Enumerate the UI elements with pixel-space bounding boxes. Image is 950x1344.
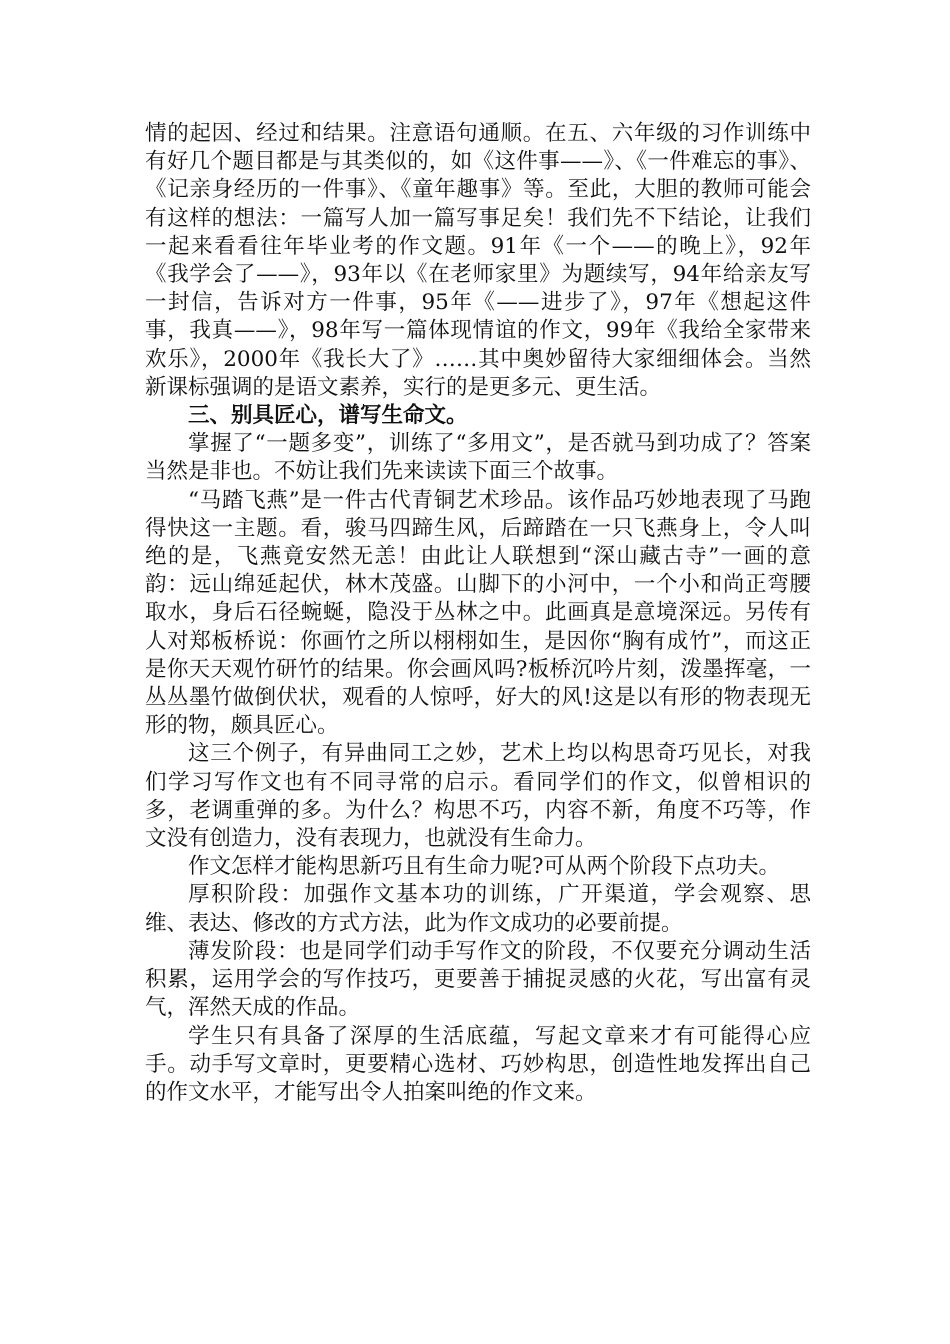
paragraph-stories: “马踏飞燕”是一件古代青铜艺术珍品。该作品巧妙地表现了马跑得快这一主题。看，骏马四蹄生风，后蹄踏在一只飞燕身上，令人叫绝的是，飞燕竟安然无恙！由此让人联想到“深山藏古寺”一画的意韵：远山绵延起伏，林木茂盛。山脚下的小河中，一个小和尚正弯腰取水，身后石径蜿蜒，隐没于丛林之中。此画真是意境深远。另传有人对郑板桥说：你画竹之所以栩栩如生，是因你“胸有成竹”，而这正是你天天观竹研竹的结果。你会画风吗?板桥沉吟片刻，泼墨挥毫，一丛丛墨竹做倒伏状，观看的人惊呼，好大的风!这是以有形的物表现无形的物，颇具匠心。 [145, 487, 811, 739]
paragraph-expression-stage: 薄发阶段：也是同学们动手写作文的阶段，不仅要充分调动生活积累，运用学会的写作技巧，更要善于捕捉灵感的火花，写出富有灵气，浑然天成的作品。 [145, 938, 811, 1021]
paragraph-intro: 掌握了“一题多变”，训练了“多用文”，是否就马到功成了？答案当然是非也。不妨让我们先来读读下面三个故事。 [145, 431, 811, 485]
section-heading: 三、别具匠心，谱写生命文。 [188, 403, 468, 429]
paragraph-continuation: 情的起因、经过和结果。注意语句通顺。在五、六年级的习作训练中有好几个题目都是与其类似的，如《这件事——》、《一件难忘的事》、《记亲身经历的一件事》、《童年趣事》等。至此，大胆的教师可能会有这样的想法：一篇写人加一篇写事足矣！我们先不下结论，让我们一起来看看往年毕业考的作文题。91年《一个——的晚上》，92年《我学会了——》，93年以《在老师家里》为题续写，94年给亲友写一封信，告诉对方一件事，95年《——进步了》，97年《想起这件事，我真——》，98年写一篇体现情谊的作文，99年《我给全家带来欢乐》，2000年《我长大了》……其中奥妙留待大家细细体会。当然新课标强调的是语文素养，实行的是更多元、更生活。 [145, 121, 811, 400]
paragraph-accumulation-stage: 厚积阶段：加强作文基本功的训练，广开渠道，学会观察、思维、表达、修改的方式方法，此为作文成功的必要前提。 [145, 882, 811, 936]
paragraph-conclusion: 学生只有具备了深厚的生活底蕴，写起文章来才有可能得心应手。动手写文章时，更要精心选材、巧妙构思，创造性地发挥出自己的作文水平，才能写出令人拍案叫绝的作文来。 [145, 1023, 811, 1105]
document-body [145, 120, 811, 1107]
paragraph-question: 作文怎样才能构思新巧且有生命力呢?可从两个阶段下点功夫。 [188, 854, 781, 880]
paragraph-analysis: 这三个例子，有异曲同工之妙，艺术上均以构思奇巧见长，对我们学习写作文也有不同寻常的启示。看同学们的作文，似曾相识的多，老调重弹的多。为什么？构思不巧，内容不新，角度不巧等，作文没有创造力，没有表现力，也就没有生命力。 [145, 741, 811, 852]
